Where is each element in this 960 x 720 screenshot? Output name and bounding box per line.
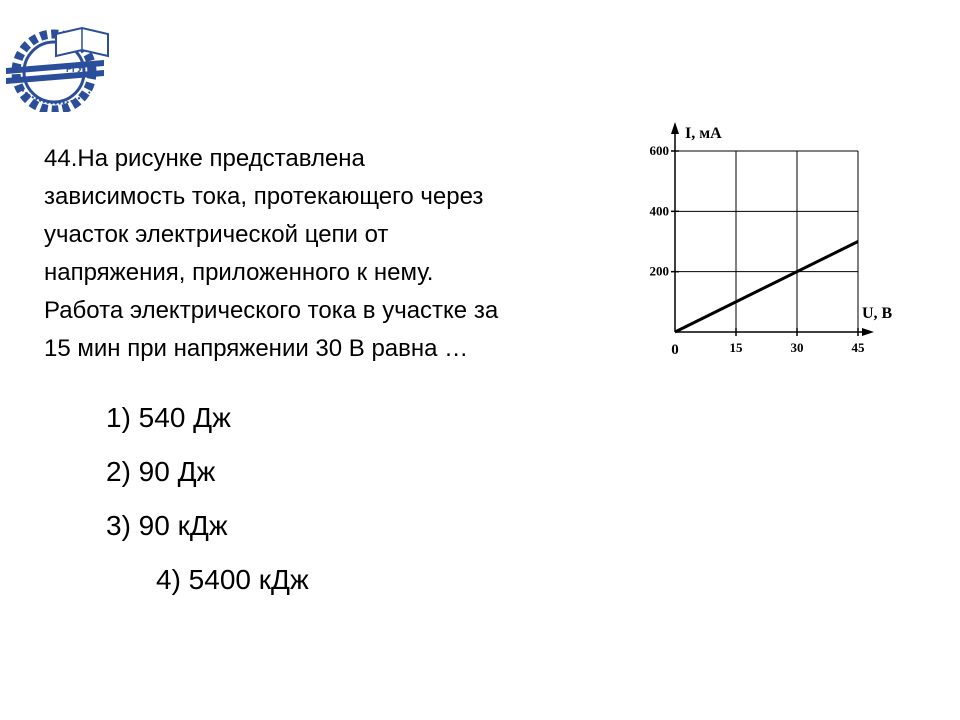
question-line: Работа электрического тока в участке за (44, 297, 499, 324)
question-line: напряжения, приложенного к нему. (44, 259, 434, 286)
x-tick-label: 45 (851, 340, 865, 355)
question-line: зависимость тока, протекающего через (44, 183, 484, 210)
y-tick-label: 600 (649, 143, 669, 158)
question-text (44, 140, 604, 368)
chart-axes (671, 122, 874, 336)
answer-option-4[interactable]: 4) 5400 кДж (156, 564, 309, 595)
chart-series (675, 242, 858, 333)
logo-text: РГУПС (66, 64, 96, 74)
answer-option-1[interactable]: 1) 540 Дж (106, 402, 231, 433)
chart-grid (675, 151, 858, 332)
question-line: 15 мин при напряжении 30 В равна … (44, 335, 469, 362)
question-line: участок электрической цепи от (44, 221, 389, 248)
rgups-logo (4, 20, 116, 112)
x-axis-arrow-icon (862, 328, 874, 336)
x-tick-label: 30 (790, 340, 804, 355)
x-axis-label: U, В (862, 305, 893, 322)
current-voltage-graph (630, 112, 910, 372)
y-axis-arrow-icon (671, 122, 679, 134)
question-line: 44.На рисунке представлена (44, 145, 365, 172)
y-tick-label: 400 (649, 203, 669, 219)
origin-label: 0 (671, 342, 679, 358)
answer-option-3[interactable]: 3) 90 кДж (106, 510, 228, 541)
y-axis-label: I, мА (685, 125, 722, 142)
answer-option-2[interactable]: 2) 90 Дж (106, 456, 216, 487)
y-tick-label: 200 (649, 263, 669, 279)
series-line (675, 242, 858, 333)
x-tick-label: 15 (729, 340, 743, 355)
